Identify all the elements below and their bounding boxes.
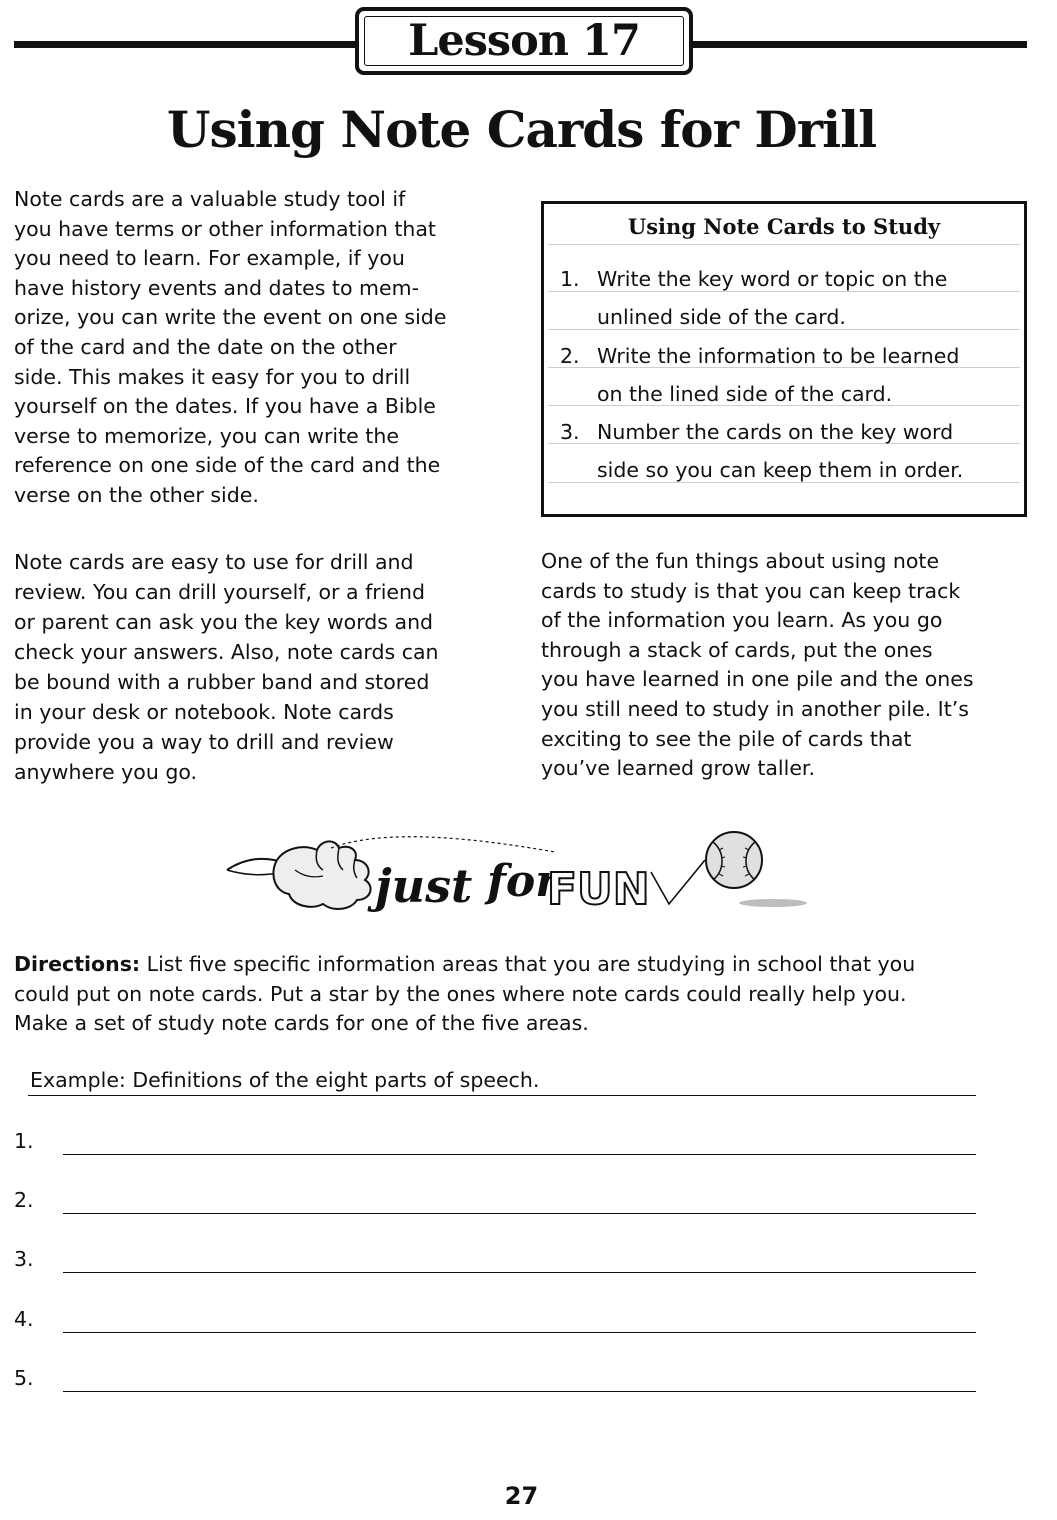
text-line: in your desk or notebook. Note cards: [14, 700, 394, 724]
text-line: anywhere you go.: [14, 760, 198, 784]
answer-line[interactable]: [63, 1332, 976, 1333]
example-answer: [28, 1065, 976, 1096]
page-number: 27: [504, 1482, 539, 1510]
for-word: for: [487, 856, 559, 907]
baseball-icon: [706, 832, 762, 888]
drill-paragraph: [14, 547, 514, 787]
directions-text: List five specific information areas that you are studying in school that you: [140, 952, 916, 976]
tracking-paragraph: [541, 547, 1041, 784]
answer-line[interactable]: [63, 1154, 976, 1155]
answer-number: 5.: [14, 1366, 34, 1390]
text-line: verse on the other side.: [14, 482, 259, 507]
study-step: [544, 260, 1024, 336]
answer-number: 4.: [14, 1307, 34, 1331]
example-text: Example: Definitions of the eight parts of speech.: [30, 1068, 540, 1092]
intro-paragraph: [14, 185, 514, 511]
text-line: side. This makes it easy for you to drill: [14, 364, 411, 389]
text-line: of the card and the date on the other: [14, 334, 397, 359]
text-line: Note cards are a valuable study tool if: [14, 187, 406, 211]
answer-line[interactable]: [63, 1213, 976, 1214]
step-number: 2.: [560, 344, 580, 368]
study-steps-box: [541, 201, 1027, 517]
ruled-line: [548, 244, 1020, 245]
study-box-title: Using Note Cards to Study: [627, 214, 941, 239]
step-text: Write the information to be learned: [597, 344, 960, 368]
just-word: just: [375, 859, 473, 913]
text-line: exciting to see the pile of cards that: [541, 726, 912, 751]
text-line: have history events and dates to mem-: [14, 275, 419, 300]
lesson-label: Lesson 17: [364, 16, 684, 66]
step-text: Write the key word or topic on the: [597, 267, 948, 291]
step-text: side so you can keep them in order.: [597, 458, 964, 482]
text-line: cards to study is that you can keep track: [541, 578, 961, 603]
answer-number: 3.: [14, 1247, 34, 1271]
text-line: you need to learn. For example, if you: [14, 246, 405, 271]
text-line: review. You can drill yourself, or a friend: [14, 580, 426, 604]
fun-word: FUN: [547, 864, 650, 915]
step-number: 3.: [560, 420, 580, 444]
step-text: Number the cards on the key word: [597, 420, 954, 444]
lesson-badge: [355, 7, 693, 75]
text-line: One of the fun things about using note: [541, 549, 940, 573]
just-for-fun-banner: [225, 830, 810, 922]
directions-text: could put on note cards. Put a star by the ones where note cards could really help you.: [14, 981, 907, 1006]
step-text: unlined side of the card.: [597, 305, 846, 329]
step-number: 1.: [560, 267, 580, 291]
answer-number: 2.: [14, 1188, 34, 1212]
study-step: [544, 413, 1024, 489]
answer-number: 1.: [14, 1129, 34, 1153]
text-line: through a stack of cards, put the ones: [541, 637, 933, 662]
text-line: check your answers. Also, note cards can: [14, 640, 439, 664]
text-line: orize, you can write the event on one side: [14, 305, 447, 330]
text-line: be bound with a rubber band and stored: [14, 670, 430, 694]
answer-line[interactable]: [63, 1272, 976, 1273]
hand-icon: [273, 841, 370, 909]
study-step: [544, 337, 1024, 413]
step-text: on the lined side of the card.: [597, 382, 893, 406]
text-line: provide you a way to drill and review: [14, 730, 394, 754]
text-line: reference on one side of the card and the: [14, 453, 441, 478]
text-line: yourself on the dates. If you have a Bible: [14, 394, 436, 419]
text-line: you still need to study in another pile. It’s: [541, 696, 969, 721]
text-line: you have terms or other information that: [14, 216, 436, 241]
directions-text: Make a set of study note cards for one of the five areas.: [14, 1011, 589, 1036]
text-line: Note cards are easy to use for drill and: [14, 550, 414, 574]
text-line: verse to memorize, you can write the: [14, 423, 399, 448]
text-line: you’ve learned grow taller.: [541, 756, 815, 781]
text-line: or parent can ask you the key words and: [14, 610, 434, 634]
answer-line[interactable]: [63, 1391, 976, 1392]
directions-label: Directions:: [14, 952, 141, 976]
text-line: of the information you learn. As you go: [541, 608, 943, 633]
page-title: Using Note Cards for Drill: [166, 100, 877, 159]
text-line: you have learned in one pile and the ones: [541, 667, 974, 692]
directions: [14, 950, 1034, 1039]
